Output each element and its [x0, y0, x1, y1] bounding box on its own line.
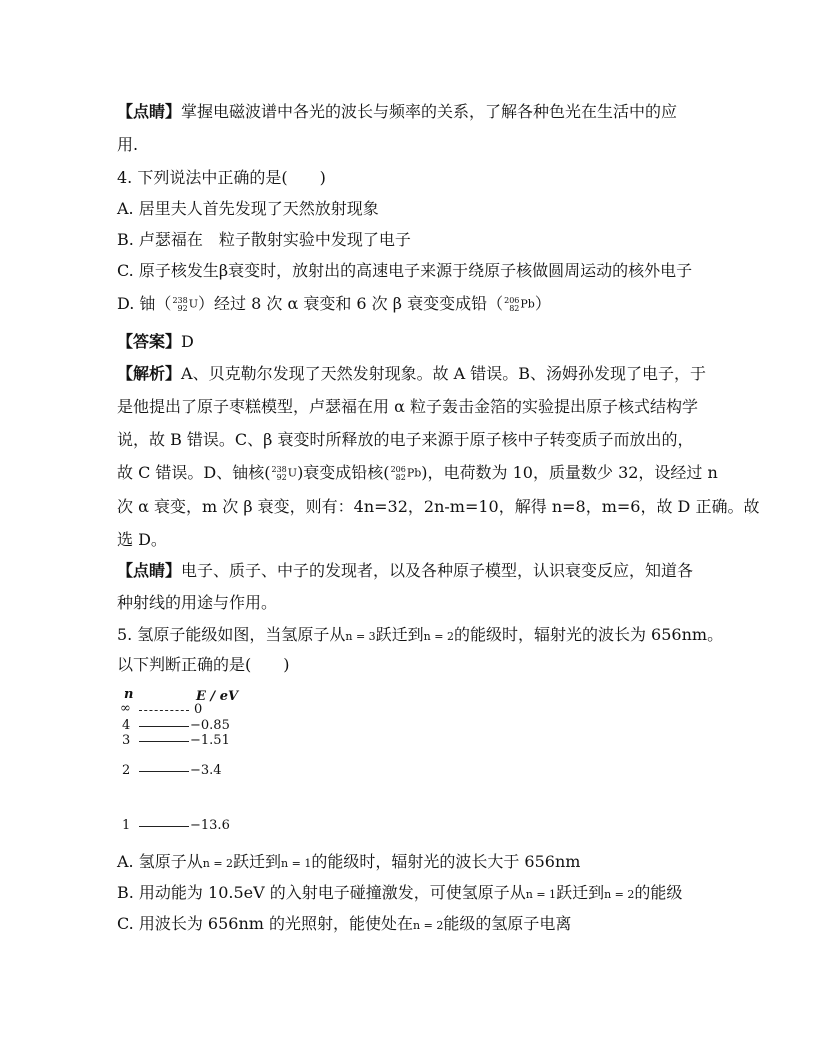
- q5-n3: n = 3: [345, 630, 376, 643]
- q5-a-n2: n = 2: [202, 857, 234, 870]
- q5-b-n1: n = 1: [525, 888, 557, 901]
- level-2-line: [139, 771, 189, 772]
- dianjing-text: 掌握电磁波谱中各光的波长与频率的关系，了解各种色光在生活中的应: [181, 102, 678, 121]
- q5-stem-a: 5. 氢原子能级如图，当氢原子从: [117, 625, 346, 644]
- q5-b-a: B. 用动能为 10.5eV 的入射电子碰撞激发，可使氢原子从: [117, 883, 526, 902]
- lead-notation: [504, 297, 519, 313]
- pb-charge: 82: [395, 472, 406, 482]
- level-1-line: [139, 826, 189, 827]
- q5-a-n1: n = 1: [281, 857, 312, 870]
- q5-b-c: 的能级: [634, 883, 683, 902]
- q4-answer: [117, 332, 194, 352]
- pb-symbol: Pb: [406, 466, 422, 480]
- analysis-line-6: 选 D。: [117, 530, 167, 549]
- q5-a-c: 的能级时，辐射光的波长大于 656nm: [311, 852, 581, 871]
- level-3-line: [139, 741, 189, 742]
- u-charge: 92: [276, 472, 287, 482]
- level-inf-e: 0: [194, 702, 203, 717]
- q5-stem-c: 的能级时，辐射光的波长为 656nm。: [453, 625, 724, 644]
- u-mass: 238: [172, 295, 188, 305]
- q5-stem-b: 跃迁到: [375, 625, 424, 644]
- answer-tag: 【答案】: [117, 332, 182, 351]
- uranium-notation-2: [272, 466, 287, 482]
- u-symbol: U: [188, 297, 198, 311]
- dianjing2-tag: 【点睛】: [117, 561, 182, 580]
- level-1-n: 1: [122, 818, 131, 833]
- u-charge: 92: [177, 303, 188, 313]
- analysis-text-1: A、贝克勒尔发现了天然发射现象。故 A 错误。B、汤姆孙发现了电子，于: [181, 364, 707, 383]
- q5-n2: n = 2: [423, 630, 454, 643]
- dianjing-line-1: [117, 102, 677, 122]
- q4-option-a: A. 居里夫人首先发现了天然放射现象: [117, 199, 379, 218]
- level-1-e: −13.6: [190, 818, 230, 833]
- pb-mass: 206: [390, 464, 406, 474]
- q5-c-b: 能级的氢原子电离: [443, 914, 572, 933]
- level-3-e: −1.51: [190, 733, 230, 748]
- analysis-4-post: )，电荷数为 10，质量数少 32，设经过 n: [421, 463, 718, 482]
- q4-option-b: B. 卢瑟福在 粒子散射实验中发现了电子: [117, 230, 411, 249]
- pb-mass: 206: [504, 295, 520, 305]
- q5-option-b: [117, 883, 682, 905]
- q4-option-d: [117, 294, 551, 315]
- analysis-line-5: 次 α 衰变，m 次 β 衰变，则有：4n=32，2n-m=10，解得 n=8，m=6，故 D 正确。故: [117, 497, 760, 516]
- analysis-line-2: 是他提出了原子枣糕模型，卢瑟福在用 α 粒子轰击金箔的实验提出原子核式结构学: [117, 397, 698, 416]
- dianjing-line-2: 用.: [117, 135, 139, 154]
- analysis-4-mid: )衰变成铅核(: [297, 463, 390, 482]
- uranium-notation: [172, 297, 187, 313]
- q5-option-a: [117, 852, 580, 874]
- dianjing2-line-1: [117, 561, 693, 581]
- q5-option-c: [117, 914, 571, 936]
- analysis-line-1: [117, 364, 706, 384]
- q5-a-b: 跃迁到: [233, 852, 282, 871]
- level-4-e: −0.85: [190, 718, 230, 733]
- u-mass: 238: [271, 464, 287, 474]
- level-3-n: 3: [122, 733, 131, 748]
- q5-b-b: 跃迁到: [556, 883, 605, 902]
- energy-level-diagram: [118, 688, 258, 838]
- lead-notation-2: [391, 466, 406, 482]
- pb-charge: 82: [509, 303, 520, 313]
- level-4-n: 4: [122, 718, 131, 733]
- q5-b-n2: n = 2: [604, 888, 635, 901]
- level-2-e: −3.4: [190, 763, 222, 778]
- analysis-line-3: 说，故 B 错误。C、β 衰变时所释放的电子来源于原子核中子转变质子而放出的，: [117, 430, 694, 449]
- q4-option-d-pre: D. 铀（: [117, 294, 172, 313]
- level-4-line: [139, 726, 189, 727]
- q4-option-d-post: ）: [534, 294, 551, 313]
- q4-option-c: C. 原子核发生β衰变时，放射出的高速电子来源于绕原子核做圆周运动的核外电子: [117, 261, 693, 280]
- level-inf-line: [139, 710, 189, 711]
- pb-symbol: Pb: [520, 297, 535, 311]
- q4-option-d-mid: ）经过 8 次 α 衰变和 6 次 β 衰变变成铅（: [198, 294, 504, 313]
- n-axis-label: n: [124, 687, 134, 702]
- q5-a-a: A. 氢原子从: [117, 852, 203, 871]
- answer-value: D: [181, 332, 194, 351]
- level-2-n: 2: [122, 763, 131, 778]
- analysis-line-4: [117, 463, 718, 484]
- q5-stem-line-1: [117, 625, 723, 647]
- q5-c-a: C. 用波长为 656nm 的光照射，能使处在: [117, 914, 414, 933]
- analysis-4-pre: 故 C 错误。D、铀核(: [117, 463, 271, 482]
- u-symbol: U: [287, 466, 298, 480]
- q4-stem: 4. 下列说法中正确的是( ): [117, 168, 326, 187]
- dianjing-tag: 【点睛】: [117, 102, 182, 121]
- dianjing2-text: 电子、质子、中子的发现者，以及各种原子模型，认识衰变反应，知道各: [181, 561, 694, 580]
- dianjing2-line-2: 种射线的用途与作用。: [117, 593, 278, 612]
- analysis-tag: 【解析】: [117, 364, 182, 383]
- q5-c-n2: n = 2: [413, 919, 444, 932]
- q5-stem-line-2: 以下判断正确的是( ): [117, 655, 290, 674]
- level-inf-n: ∞: [120, 701, 131, 716]
- energy-axis-label: E / eV: [196, 689, 239, 704]
